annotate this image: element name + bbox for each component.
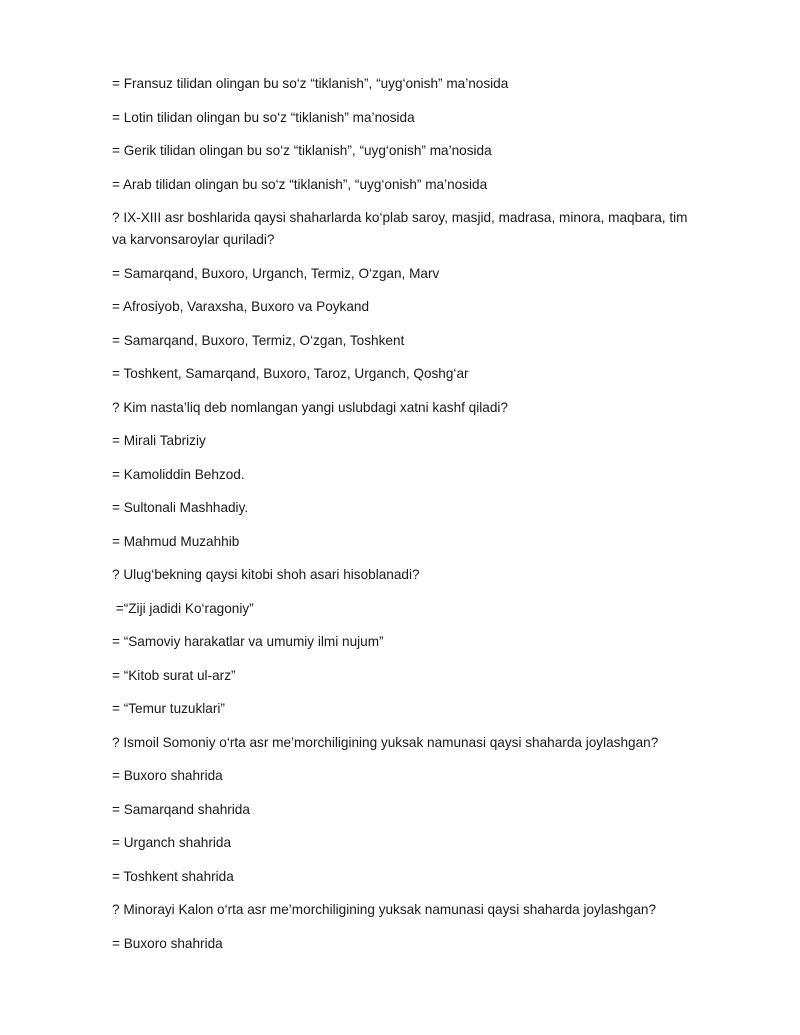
answer-option: =“Ziji jadidi Ko‘ragoniy” [112,600,254,616]
answer-option: = Buxoro shahrida [112,935,223,951]
answer-option: = Samarqand, Buxoro, Urganch, Termiz, O‘zgan, Marv [112,265,440,281]
question: ? Ulug‘bekning qaysi kitobi shoh asari hisoblanadi? [112,567,420,582]
question: ? Minorayi Kalon o‘rta asr me’morchiligining yuksak namunasi qaysi shaharda joylashgan? [112,902,657,917]
question: ? IX-XIII asr boshlarida qaysi shaharlarda ko‘plab saroy, masjid, madrasa, minora, maqbara, tim va karvonsaroylar quriladi? [112,210,688,247]
answer-option: = Buxoro shahrida [112,768,223,783]
answer-option: = Samarqand shahrida [112,801,250,817]
answer-option: = “Samoviy harakatlar va umumiy ilmi nujum” [112,634,384,649]
answer-option: = Samarqand, Buxoro, Termiz, O‘zgan, Toshkent [112,332,405,348]
answer-option: = Urganch shahrida [112,835,232,850]
answer-option: = Afrosiyob, Varaxsha, Buxoro va Poykand [112,299,370,314]
answer-option: = Mahmud Muzahhib [112,533,240,549]
question: ? Ismoil Somoniy o‘rta asr me’morchiligining yuksak namunasi qaysi shaharda joylashgan? [112,734,659,750]
answer-option: = Mirali Tabriziy [112,433,206,448]
answer-option: = Toshkent shahrida [112,868,234,884]
answer-option: = “Kitob surat ul-arz” [112,667,236,683]
answer-option: = Lotin tilidan olingan bu so‘z “tiklanish” ma’nosida [112,109,415,125]
answer-option: = Gerik tilidan olingan bu so‘z “tiklanish”, “uyg‘onish” ma’nosida [112,143,492,158]
answer-option: = Fransuz tilidan olingan bu so‘z “tiklanish”, “uyg‘onish” ma’nosida [112,76,509,91]
answer-option: = Kamoliddin Behzod. [112,466,245,482]
document-body [112,73,692,966]
answer-option: = “Temur tuzuklari” [112,701,225,716]
answer-option: = Arab tilidan olingan bu so‘z “tiklanish”, “uyg‘onish” ma’nosida [112,176,488,192]
answer-option: = Sultonali Mashhadiy. [112,500,249,515]
question: ? Kim nasta’liq deb nomlangan yangi uslubdagi xatni kashf qiladi? [112,399,508,415]
answer-option: = Toshkent, Samarqand, Buxoro, Taroz, Urganch, Qoshg‘ar [112,366,469,381]
